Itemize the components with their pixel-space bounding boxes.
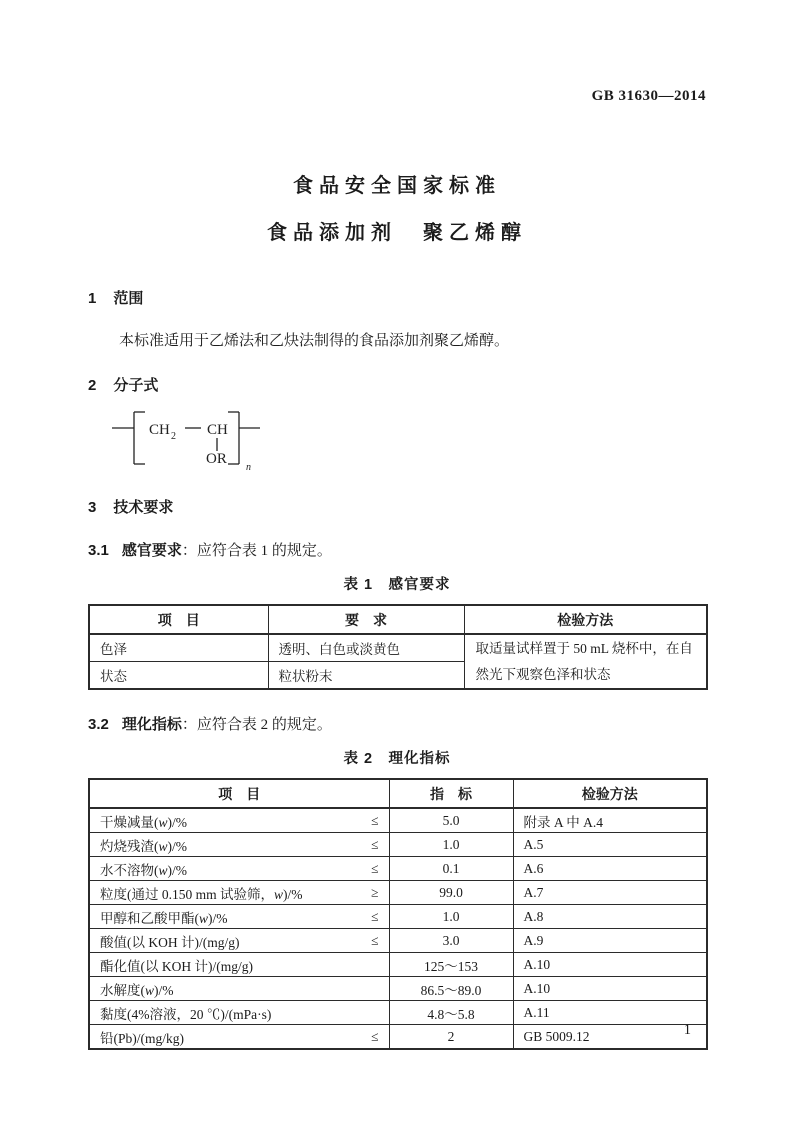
table-1-header-requirement: 要 求: [268, 605, 464, 634]
indicator-value: 2: [389, 1025, 513, 1050]
table-1-req-color: 透明、白色或淡黄色: [268, 634, 464, 662]
section-3-heading: [88, 499, 706, 516]
clause-3-1-body: ：应符合表 1 的规定。: [181, 543, 332, 559]
test-method: A.10: [513, 977, 707, 1001]
page-number: 1: [683, 1022, 691, 1038]
clause-3-2-body: ：应符合表 2 的规定。: [181, 717, 332, 733]
table-1-caption: 表 1 感官要求: [343, 577, 451, 593]
table-2-header-row: [89, 779, 707, 808]
molecular-formula: [106, 407, 706, 477]
formula-ch2-label: CH: [149, 422, 170, 438]
table-1-method-merged: 取适量试样置于 50 mL 烧杯中，在自然光下观察色泽和状态: [464, 634, 707, 689]
table-row: [89, 1001, 707, 1025]
indicator-value: 5.0: [389, 808, 513, 833]
formula-n-subscript: n: [246, 462, 251, 473]
table-1-item-state: 状态: [89, 662, 268, 690]
indicator-value: 86.5～89.0: [389, 977, 513, 1001]
indicator-value: 4.8～5.8: [389, 1001, 513, 1025]
item-label: 灼烧残渣(w)/%: [100, 838, 188, 854]
table-2-header-method: 检验方法: [513, 779, 707, 808]
chemical-structure-diagram: [106, 407, 266, 477]
test-method: A.10: [513, 953, 707, 977]
table-row: [89, 881, 707, 905]
item-label: 黏度(4%溶液，20 ℃)/(mPa·s): [100, 1006, 272, 1022]
item-label: 酯化值(以 KOH 计)/(mg/g): [100, 958, 253, 974]
document-title-line1: 食品安全国家标准: [293, 175, 501, 197]
table-2-caption: 表 2 理化指标: [343, 751, 451, 767]
document-title-line2: 食品添加剂 聚乙烯醇: [267, 222, 527, 244]
comparison-operator: ≤: [371, 908, 379, 924]
table-row: [89, 929, 707, 953]
indicator-value: 1.0: [389, 833, 513, 857]
comparison-operator: ≤: [371, 932, 379, 948]
table-1-header-row: [89, 605, 707, 634]
section-1-number: 1: [88, 290, 97, 307]
table-1-req-state: 粒状粉末: [268, 662, 464, 690]
table-row: [89, 905, 707, 929]
comparison-operator: ≤: [371, 860, 379, 876]
table-row: [89, 833, 707, 857]
section-1-title: 范围: [113, 290, 144, 307]
section-1-heading: [88, 290, 706, 307]
test-method: A.5: [513, 833, 707, 857]
item-label: 干燥减量(w)/%: [100, 814, 188, 830]
clause-3-1-title: 感官要求: [121, 542, 182, 559]
table-1-item-color: 色泽: [89, 634, 268, 662]
indicator-value: 125～153: [389, 953, 513, 977]
section-3-number: 3: [88, 499, 97, 516]
clause-3-1-number: 3.1: [88, 542, 109, 559]
clause-3-2-number: 3.2: [88, 716, 109, 733]
indicator-value: 99.0: [389, 881, 513, 905]
table-row: [89, 634, 707, 662]
comparison-operator: ≤: [371, 836, 379, 852]
section-1-body: 本标准适用于乙烯法和乙炔法制得的食品添加剂聚乙烯醇。: [119, 333, 510, 349]
table-row: [89, 977, 707, 1001]
standard-number: GB 31630—2014: [591, 88, 706, 104]
clause-3-2: [88, 716, 706, 734]
table-row: [89, 808, 707, 833]
table-2-header-indicator: 指 标: [389, 779, 513, 808]
comparison-operator: ≤: [371, 812, 379, 828]
table-1-sensory-requirements: [88, 604, 708, 690]
table-row: [89, 857, 707, 881]
table-2-header-item: 项 目: [89, 779, 389, 808]
table-row: [89, 953, 707, 977]
section-2-number: 2: [88, 377, 97, 394]
item-label: 水不溶物(w)/%: [100, 862, 188, 878]
test-method: 附录 A 中 A.4: [513, 808, 707, 833]
item-label: 酸值(以 KOH 计)/(mg/g): [100, 934, 240, 950]
item-label: 粒度(通过 0.150 mm 试验筛，w)/%: [100, 886, 303, 902]
table-1-header-item: 项 目: [89, 605, 268, 634]
clause-3-2-title: 理化指标: [121, 716, 182, 733]
table-1-header-method: 检验方法: [464, 605, 707, 634]
test-method: A.7: [513, 881, 707, 905]
test-method: A.6: [513, 857, 707, 881]
item-label: 水解度(w)/%: [100, 982, 174, 998]
comparison-operator: ≤: [371, 1028, 379, 1044]
test-method: A.8: [513, 905, 707, 929]
item-label: 甲醇和乙酸甲酯(w)/%: [100, 910, 228, 926]
test-method: GB 5009.12: [513, 1025, 707, 1050]
clause-3-1: [88, 542, 706, 560]
indicator-value: 0.1: [389, 857, 513, 881]
section-2-heading: [88, 377, 706, 394]
table-2-physicochemical-indicators: [88, 778, 708, 1050]
test-method: A.9: [513, 929, 707, 953]
formula-or-label: OR: [206, 451, 227, 467]
indicator-value: 1.0: [389, 905, 513, 929]
section-3-title: 技术要求: [113, 499, 174, 516]
indicator-value: 3.0: [389, 929, 513, 953]
formula-ch-label: CH: [207, 422, 228, 438]
table-row: [89, 1025, 707, 1050]
item-label: 铅(Pb)/(mg/kg): [100, 1030, 184, 1046]
section-2-title: 分子式: [113, 377, 159, 394]
comparison-operator: ≥: [371, 884, 379, 900]
formula-ch2-subscript: 2: [171, 431, 176, 442]
test-method: A.11: [513, 1001, 707, 1025]
